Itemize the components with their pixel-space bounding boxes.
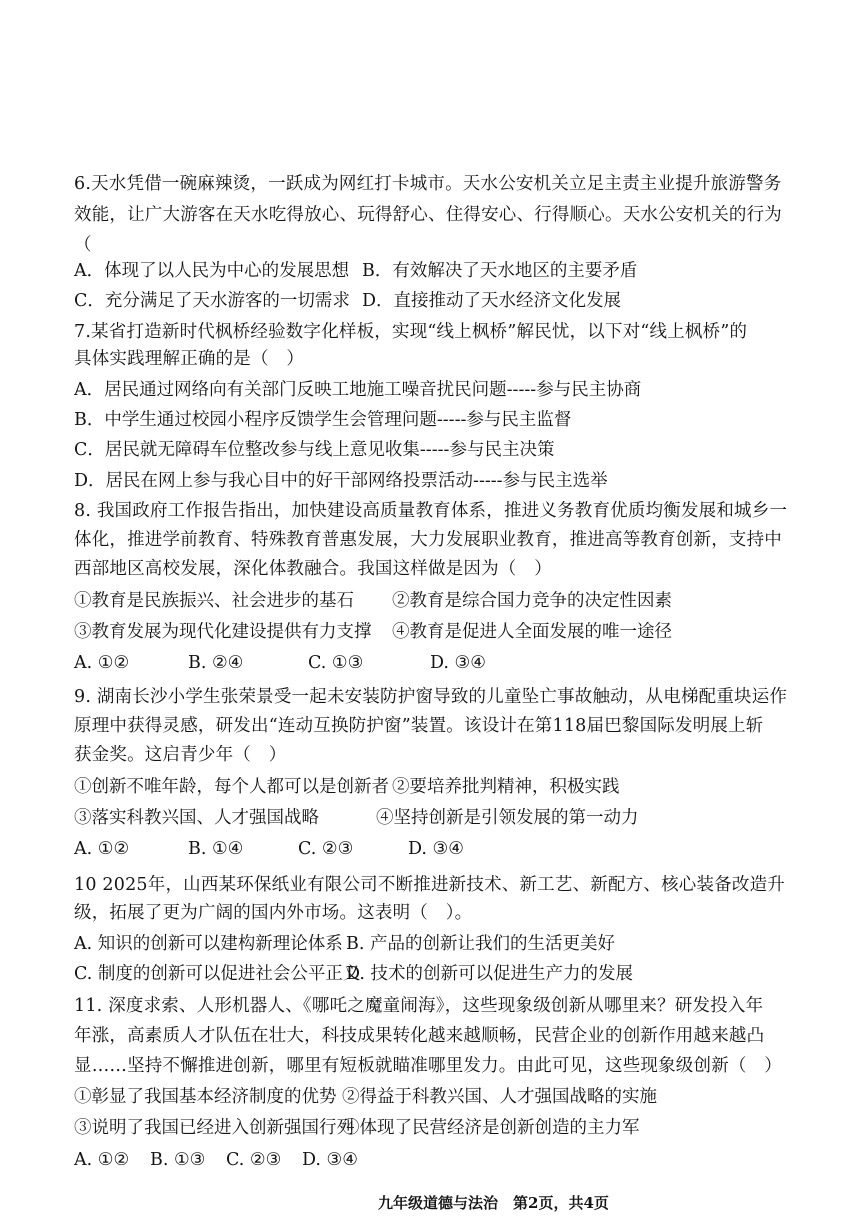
q8-statement-3: ③教育发展为现代化建设提供有力支撑 xyxy=(74,622,372,642)
q11-line-3: 显……坚持不懈推进创新，哪里有短板就瞄准哪里发力。由此可见，这些现象级创新（ ） xyxy=(74,1056,782,1076)
q11-statement-2: ②得益于科教兴国、人才强国战略的实施 xyxy=(342,1087,657,1107)
q11-option-c: C. ②③ xyxy=(226,1150,282,1170)
q6-line-2: 效能，让广大游客在天水吃得放心、玩得舒心、住得安心、行得顺心。天水公安机关的行为 xyxy=(74,205,782,225)
q8-option-c: C. ①③ xyxy=(308,653,364,673)
q8-option-b: B. ②④ xyxy=(188,653,244,673)
q8-statement-4: ④教育是促进人全面发展的唯一途径 xyxy=(392,622,672,642)
q10-line-1: 10 2025年，山西某环保纸业有限公司不断推进新技术、新工艺、新配方、核心装备改造升 xyxy=(74,875,785,895)
q10-option-c: C. 制度的创新可以促进社会公平正义 xyxy=(74,964,361,984)
q8-line-3: 西部地区高校发展，深化体教融合。我国这样做是因为（ ） xyxy=(74,559,552,579)
q9-line-1: 9. 湖南长沙小学生张荣景受一起未安装防护窗导致的儿童坠亡事故触动，从电梯配重块运作 xyxy=(74,687,788,707)
q7-option-d: D．居民在网上参与我心目中的好干部网络投票活动-----参与民主选举 xyxy=(74,471,608,491)
q11-statement-1: ①彰显了我国基本经济制度的优势 xyxy=(74,1087,337,1107)
q8-line-1: 8. 我国政府工作报告指出，加快建设高质量教育体系，推进义务教育优质均衡发展和城乡一 xyxy=(74,501,788,521)
q9-line-3: 获金奖。这启青少年（ ） xyxy=(74,745,287,765)
q9-statement-2: ②要培养批判精神，积极实践 xyxy=(392,777,620,797)
q7-option-c: C．居民就无障碍车位整改参与线上意见收集-----参与民主决策 xyxy=(74,440,555,460)
q6-option-a: A．体现了以人民为中心的发展思想 xyxy=(74,261,350,281)
q6-option-c: C．充分满足了天水游客的一切需求 xyxy=(74,291,350,311)
q9-option-b: B. ①④ xyxy=(188,839,244,859)
q6-option-b: B．有效解决了天水地区的主要矛盾 xyxy=(362,261,638,281)
q8-option-d: D. ③④ xyxy=(430,653,486,673)
q7-option-b: B．中学生通过校园小程序反馈学生会管理问题-----参与民主监督 xyxy=(74,410,572,430)
q9-statement-4: ④坚持创新是引领发展的第一动力 xyxy=(376,808,639,828)
q10-option-b: B. 产品的创新让我们的生活更美好 xyxy=(346,934,615,954)
q9-line-2: 原理中获得灵感，研发出“连动互换防护窗”装置。该设计在第118届巴黎国际发明展上斩 xyxy=(74,716,764,736)
q7-line-1: 7.某省打造新时代枫桥经验数字化样板，实现“线上枫桥”解民忧，以下对“线上枫桥”的 xyxy=(74,322,748,342)
q11-statement-4: ④体现了民营经济是创新创造的主力军 xyxy=(342,1118,640,1138)
q11-option-a: A. ①② xyxy=(74,1150,130,1170)
q8-line-2: 体化，推进学前教育、特殊教育普惠发展，大力发展职业教育，推进高等教育创新，支持中 xyxy=(74,530,782,550)
q10-line-2: 级，拓展了更为广阔的国内外市场。这表明（ ）。 xyxy=(74,903,473,923)
q9-option-a: A. ①② xyxy=(74,839,130,859)
q8-option-a: A. ①② xyxy=(74,653,130,673)
q10-option-d: D. 技术的创新可以促进生产力的发展 xyxy=(346,964,634,984)
q9-option-c: C. ②③ xyxy=(298,839,354,859)
q6-option-d: D．直接推动了天水经济文化发展 xyxy=(362,291,622,311)
q7-option-a: A．居民通过网络向有关部门反映工地施工噪音扰民问题-----参与民主协商 xyxy=(74,380,642,400)
q11-option-d: D. ③④ xyxy=(302,1150,358,1170)
page-footer: 九年级道德与法治 第2页，共4页 xyxy=(378,1194,609,1212)
q7-line-2: 具体实践理解正确的是（ ） xyxy=(74,349,305,369)
q11-line-2: 年涨，高素质人才队伍在壮大，科技成果转化越来越顺畅，民营企业的创新作用越来越凸 xyxy=(74,1026,765,1046)
q6-line-1: 6.天水凭借一碗麻辣烫，一跃成为网红打卡城市。天水公安机关立足主责主业提升旅游警务 xyxy=(74,174,782,194)
q9-statement-1: ①创新不唯年龄，每个人都可以是创新者 xyxy=(74,777,389,797)
q11-line-1: 11. 深度求索、人形机器人、《哪吒之魔童闹海》，这些现象级创新从哪里来？研发投入年 xyxy=(74,996,764,1016)
q8-statement-1: ①教育是民族振兴、社会进步的基石 xyxy=(74,591,354,611)
q11-statement-3: ③说明了我国已经进入创新强国行列 xyxy=(74,1118,354,1138)
q6-line-3: （ xyxy=(74,235,92,255)
q9-statement-3: ③落实科教兴国、人才强国战略 xyxy=(74,808,319,828)
q9-option-d: D. ③④ xyxy=(408,839,464,859)
q10-option-a: A. 知识的创新可以建构新理论体系 xyxy=(74,934,343,954)
q11-option-b: B. ①③ xyxy=(150,1150,206,1170)
q8-statement-2: ②教育是综合国力竞争的决定性因素 xyxy=(392,591,672,611)
